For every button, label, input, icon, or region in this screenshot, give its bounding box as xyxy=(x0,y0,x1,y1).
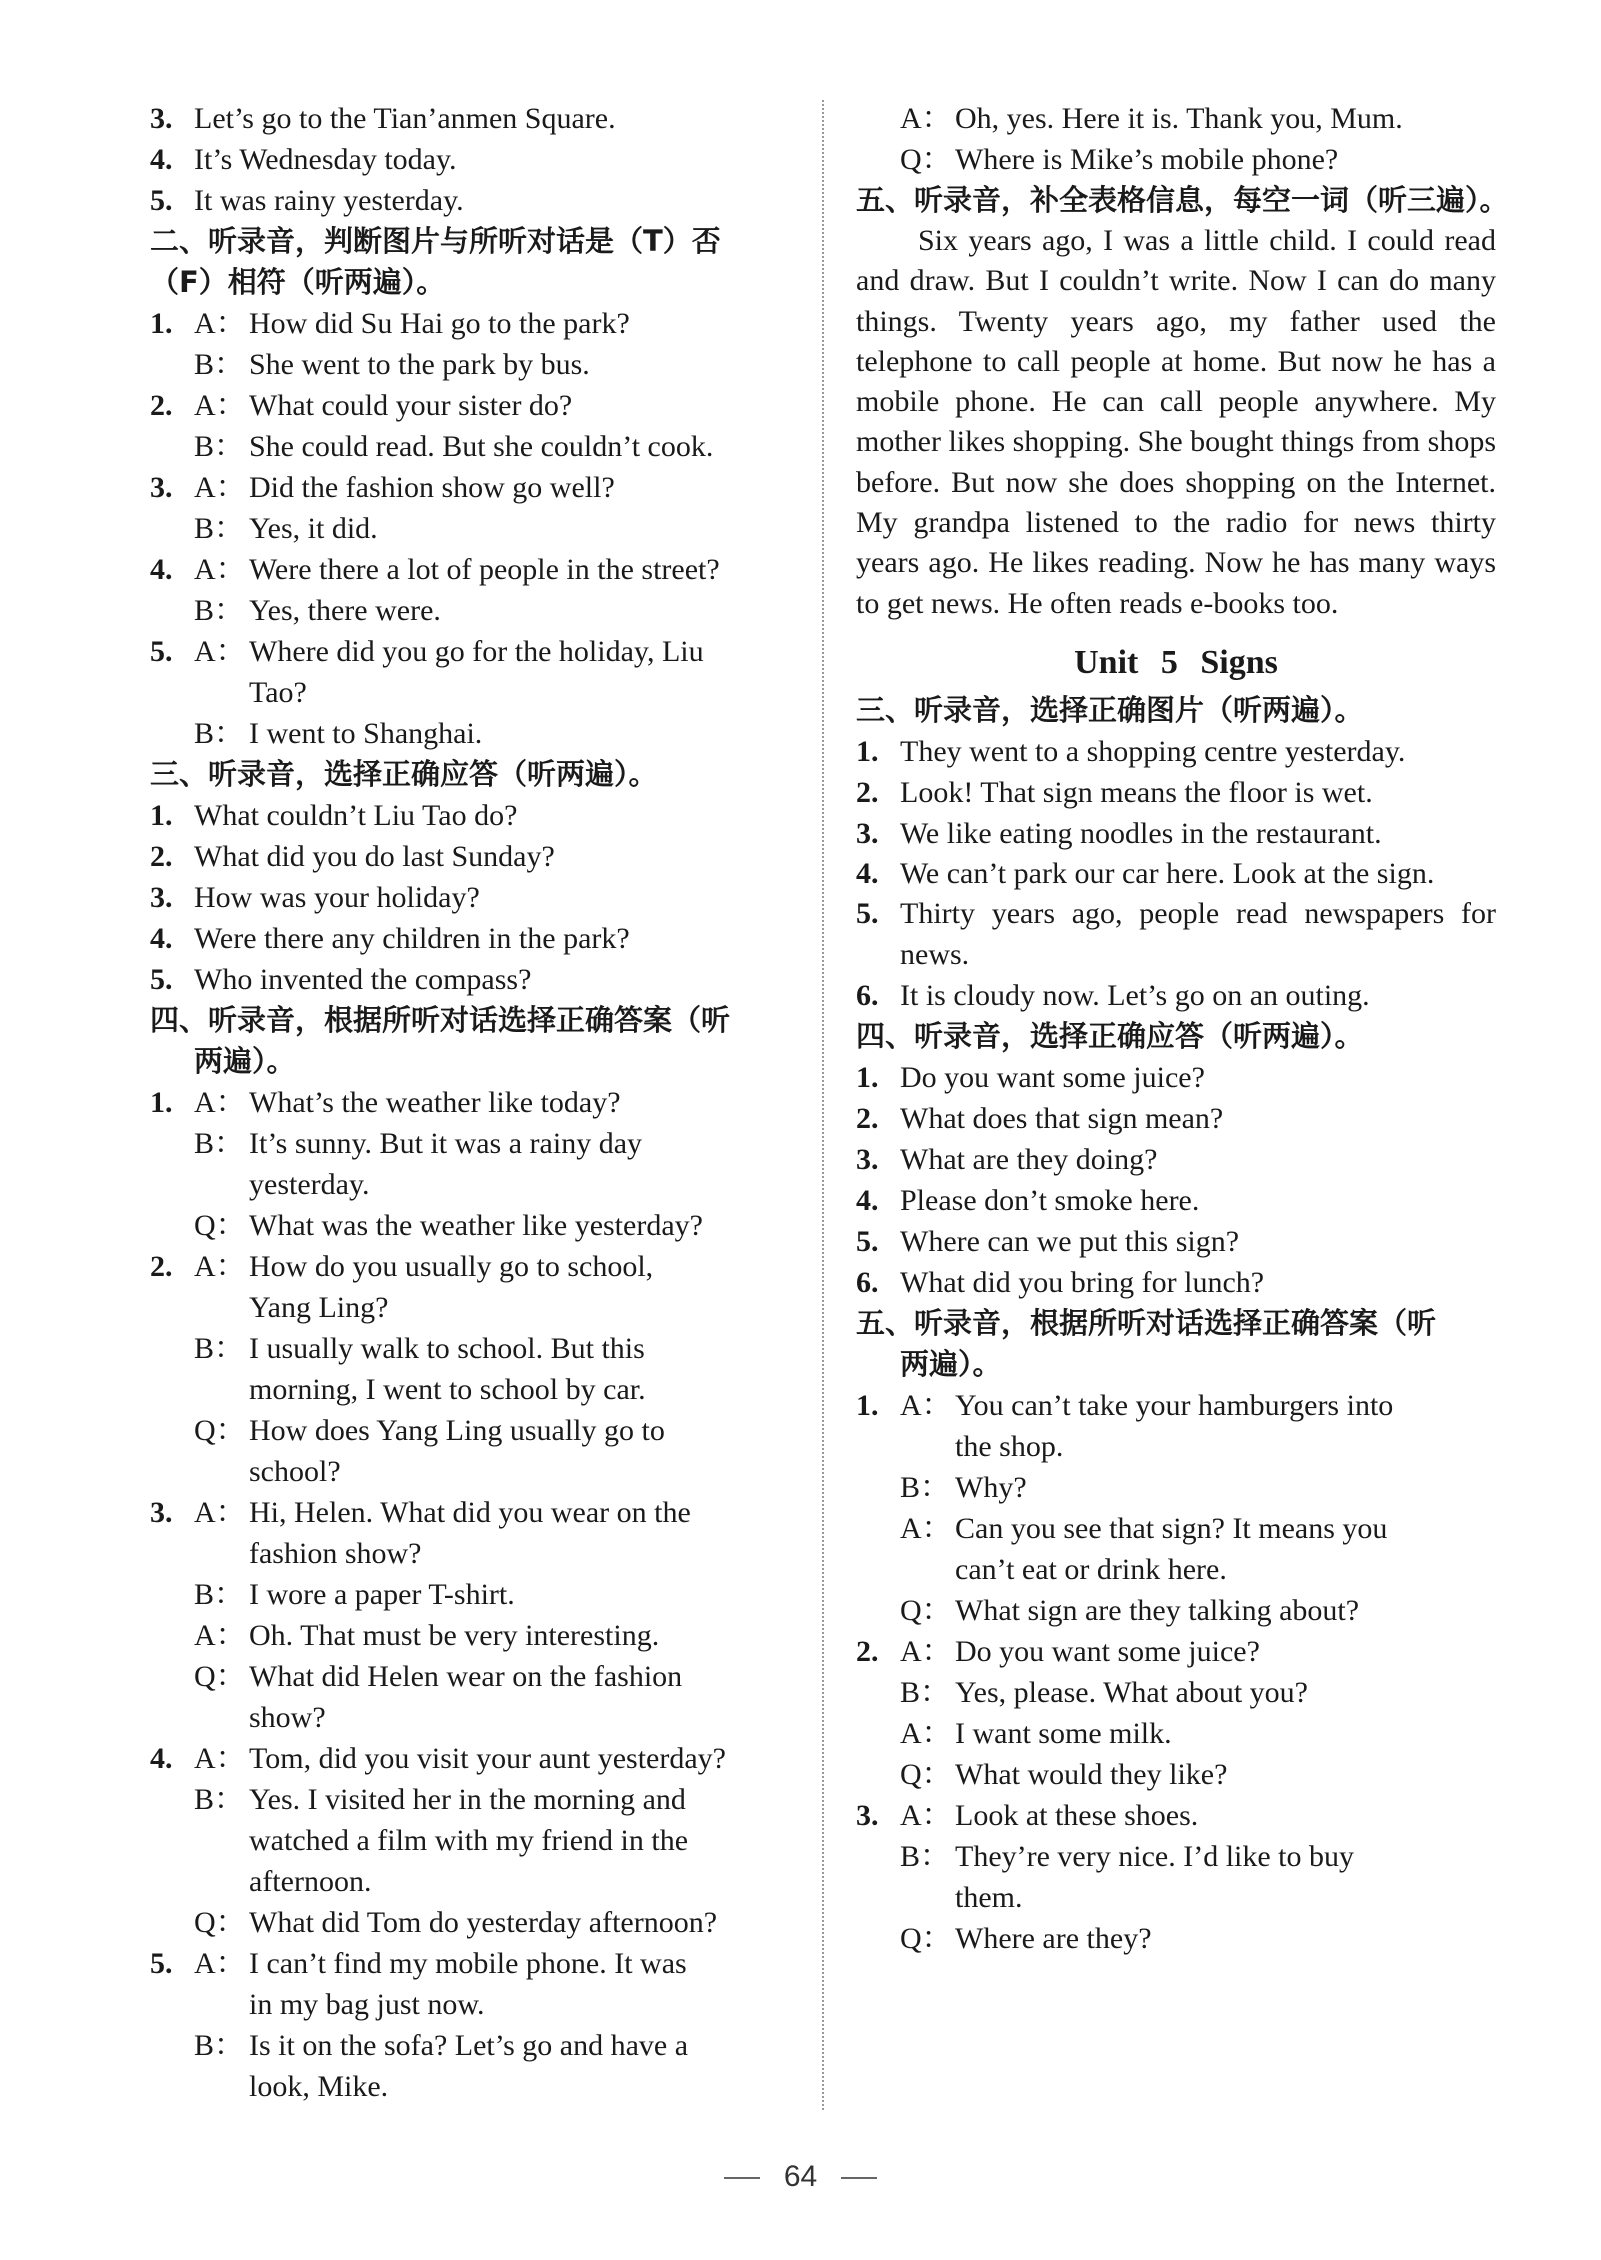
dialogue-line: school? xyxy=(249,1455,341,1488)
dialogue-line: Q： What would they like? xyxy=(900,1758,1228,1792)
dialogue-line: 2. A： Do you want some juice? xyxy=(856,1635,1260,1669)
dialogue-line: 1. A： How did Su Hai go to the park? xyxy=(150,307,630,340)
dialogue-line: Q： What did Helen wear on the fashion xyxy=(194,1660,683,1693)
dialogue-line: 5. A： Where did you go for the holiday, Liu xyxy=(150,635,704,668)
list-item: 1. They went to a shopping centre yesterday. xyxy=(856,734,1406,768)
list-item: 3. How was your holiday? xyxy=(150,881,480,914)
dialogue-line: B： She could read. But she couldn’t cook. xyxy=(194,430,714,463)
dialogue-line: show? xyxy=(249,1701,326,1734)
dialogue-line: look, Mike. xyxy=(249,2070,389,2103)
dialogue-line: Q： Where is Mike’s mobile phone? xyxy=(900,143,1339,176)
dialogue-line: B： She went to the park by bus. xyxy=(194,348,590,381)
dialogue-line: 2. A： What could your sister do? xyxy=(150,389,573,422)
dialogue-line: Q： Where are they? xyxy=(900,1922,1152,1956)
dialogue-line: the shop. xyxy=(955,1430,1064,1464)
section-heading: 三、听录音，选择正确图片（听两遍）。 xyxy=(856,692,1364,727)
dialogue-line: B： Yes, there were. xyxy=(194,594,441,627)
dialogue-line: 5. A： I can’t find my mobile phone. It was xyxy=(150,1947,687,1980)
dialogue-line: B： I wore a paper T-shirt. xyxy=(194,1578,515,1611)
list-item: 4. We can’t park our car here. Look at the sign. xyxy=(856,856,1435,890)
dialogue-line: morning, I went to school by car. xyxy=(249,1373,646,1406)
unit-title: Unit 5 Signs xyxy=(1074,643,1278,681)
right-column xyxy=(856,98,1509,1959)
dialogue-line: B： I usually walk to school. But this xyxy=(194,1332,645,1365)
section-heading-cont: 两遍）。 xyxy=(194,1044,296,1078)
list-item: 3. What are they doing? xyxy=(856,1143,1158,1177)
list-item: 1. Do you want some juice? xyxy=(856,1061,1205,1095)
dialogue-line: B： It’s sunny. But it was a rainy day xyxy=(194,1127,643,1160)
dialogue-line: 3. A： Hi, Helen. What did you wear on the xyxy=(150,1496,691,1529)
list-item: 5. It was rainy yesterday. xyxy=(150,184,464,217)
dialogue-line: B： Why? xyxy=(900,1471,1027,1505)
list-item: 5. Thirty years ago, people read newspapers for news. xyxy=(856,897,1496,971)
left-column xyxy=(150,98,790,2107)
dialogue-line: Q： How does Yang Ling usually go to xyxy=(194,1414,665,1447)
list-item: 2. What does that sign mean? xyxy=(856,1102,1224,1136)
list-item: 4. Were there any children in the park? xyxy=(150,922,630,955)
page-number: 64 xyxy=(0,2160,1601,2194)
dialogue-line: fashion show? xyxy=(249,1537,422,1570)
dialogue-line: B： Yes, it did. xyxy=(194,512,378,545)
dialogue-line: A： I want some milk. xyxy=(900,1717,1172,1751)
dialogue-line: A： Can you see that sign? It means you xyxy=(900,1512,1388,1546)
dialogue-line: Tao? xyxy=(249,676,307,709)
list-item: 4. Please don’t smoke here. xyxy=(856,1184,1200,1218)
dialogue-line: can’t eat or drink here. xyxy=(955,1553,1227,1587)
dialogue-line: B： Yes. I visited her in the morning and xyxy=(194,1783,686,1816)
page-number-dash-right xyxy=(841,2177,877,2179)
dialogue-line: B： I went to Shanghai. xyxy=(194,717,483,750)
dialogue-line: 3. A： Did the fashion show go well? xyxy=(150,471,615,504)
dialogue-line: B： Is it on the sofa? Let’s go and have a xyxy=(194,2029,689,2062)
dialogue-line: A： Oh. That must be very interesting. xyxy=(194,1619,660,1652)
dialogue-line: B： They’re very nice. I’d like to buy xyxy=(900,1840,1355,1874)
dialogue-line: 1. A： You can’t take your hamburgers into xyxy=(856,1389,1394,1423)
section-heading-cont: 两遍）。 xyxy=(900,1347,1002,1382)
dialogue-line: Yang Ling? xyxy=(249,1291,389,1324)
section-heading: 四、听录音，选择正确应答（听两遍）。 xyxy=(856,1019,1364,1054)
dialogue-line: 4. A： Were there a lot of people in the street? xyxy=(150,553,720,586)
section-heading: 五、听录音，根据所听对话选择正确答案（听 xyxy=(856,1306,1437,1341)
passage: Six years ago, I was a little child. I could read and draw. But I couldn’t write. Now I can do many things. Twenty years ago, my father used the telephone to call people at home. But now he has a mobile phone. He can call people anywhere. My mother likes shopping. She bought things from shops before. But now she does shopping on the Internet. My grandpa listened to the radio for news thirty years ago. He likes reading. Now he has many ways to get news. He often reads e-books too. xyxy=(856,224,1496,620)
dialogue-line: 2. A： How do you usually go to school, xyxy=(150,1250,654,1283)
list-item: 2. Look! That sign means the floor is wet. xyxy=(856,775,1373,809)
dialogue-line: yesterday. xyxy=(249,1168,370,1201)
section-heading-cont: （F）相符（听两遍）。 xyxy=(150,265,446,299)
dialogue-line: 3. A： Look at these shoes. xyxy=(856,1799,1199,1833)
list-item: 4. It’s Wednesday today. xyxy=(150,143,457,176)
list-item: 1. What couldn’t Liu Tao do? xyxy=(150,799,518,832)
page-number-dash-left xyxy=(724,2177,760,2179)
dialogue-line: Q： What sign are they talking about? xyxy=(900,1594,1360,1628)
section-heading: 二、听录音，判断图片与所听对话是（T）否 xyxy=(150,224,721,258)
list-item: 6. It is cloudy now. Let’s go on an outing. xyxy=(856,979,1370,1013)
list-item: 5. Where can we put this sign? xyxy=(856,1225,1240,1259)
section-heading: 五、听录音，补全表格信息，每空一词（听三遍）。 xyxy=(856,183,1509,217)
list-item: 3. We like eating noodles in the restaurant. xyxy=(856,816,1382,850)
dialogue-line: in my bag just now. xyxy=(249,1988,485,2021)
section-heading: 四、听录音，根据所听对话选择正确答案（听 xyxy=(150,1003,731,1037)
list-item: 6. What did you bring for lunch? xyxy=(856,1266,1265,1300)
list-item: 2. What did you do last Sunday? xyxy=(150,840,555,873)
dialogue-line: A： Oh, yes. Here it is. Thank you, Mum. xyxy=(900,102,1403,135)
list-item: 3. Let’s go to the Tian’anmen Square. xyxy=(150,102,616,135)
dialogue-line: watched a film with my friend in the xyxy=(249,1824,689,1857)
dialogue-line: Q： What did Tom do yesterday afternoon? xyxy=(194,1906,718,1939)
dialogue-line: Q： What was the weather like yesterday? xyxy=(194,1209,703,1242)
dialogue-line: 4. A： Tom, did you visit your aunt yesterday? xyxy=(150,1742,726,1775)
column-divider xyxy=(822,100,824,2110)
dialogue-line: 1. A： What’s the weather like today? xyxy=(150,1086,621,1119)
dialogue-line: B： Yes, please. What about you? xyxy=(900,1676,1308,1710)
dialogue-line: afternoon. xyxy=(249,1865,372,1898)
section-heading: 三、听录音，选择正确应答（听两遍）。 xyxy=(150,757,658,791)
dialogue-line: them. xyxy=(955,1881,1023,1915)
list-item: 5. Who invented the compass? xyxy=(150,963,532,996)
